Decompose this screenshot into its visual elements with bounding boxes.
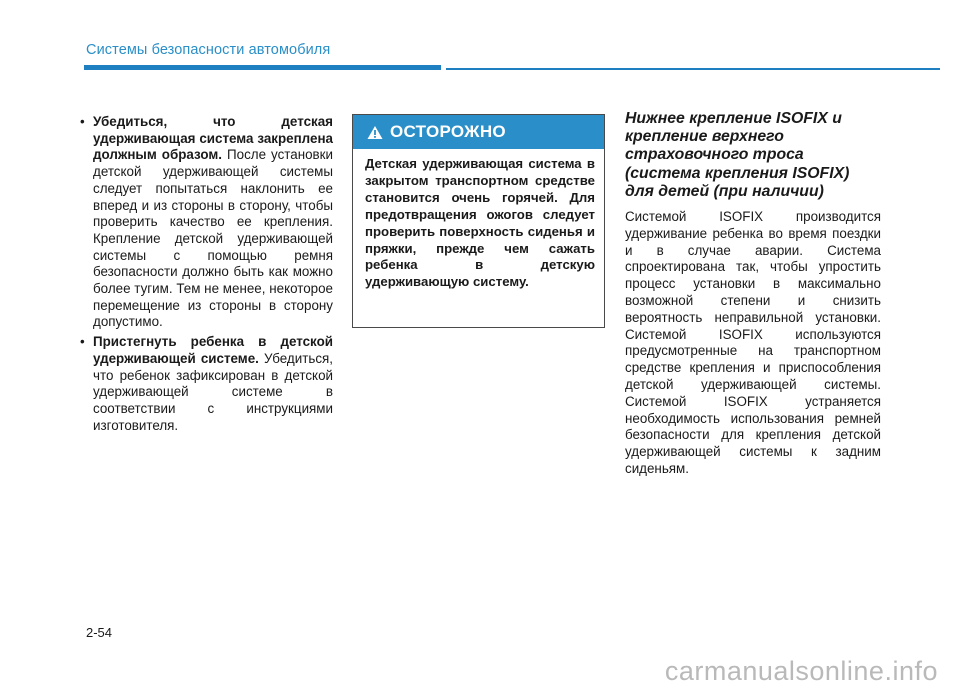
isofix-body: Системой ISOFIX производится удерживание ребенка во время поездки и в случае аварии. Система спроектирована так, чтобы упростить процесс установки в максимально возможной степени и снизить вероятность неправильной установки. Системой ISOFIX используются предусмотренные на транспортном средстве крепления и приспособления детской удерживающей системы. Системой ISOFIX устраняется необходимость использования ремней безопасности для крепления детской удерживающей системы к задним сиденьям. — [625, 209, 881, 476]
bullet-text: Убедиться, что ребенок зафиксирован в детской удерживающей системе в соответствии с инструкциями изготовителя. — [93, 350, 333, 433]
header-rule-thick — [84, 65, 441, 70]
warning-triangle-icon — [367, 125, 383, 140]
watermark: carmanualsonline.info — [664, 656, 938, 686]
warning-body: Детская удерживающая система в закрытом транспортном средстве становится очень горячей. Для предотвращения ожогов следует проверить поверхность сиденья и пряжки, прежде чем сажать ребенка в детскую удерживающую систему. — [365, 156, 595, 290]
warning-title: ОСТОРОЖНО — [390, 122, 506, 141]
section-header-title: Системы безопасности автомобиля — [86, 42, 331, 58]
bullet-lead: Пристегнуть ребенка в детской удерживающей системе. — [93, 334, 333, 366]
header-rule-thin — [446, 68, 940, 70]
bullet-item — [80, 334, 333, 434]
isofix-heading: Нижнее крепление ISOFIX и крепление верхнего страховочного троса (система крепления ISOFIX) для детей (при наличии) — [625, 110, 850, 200]
bullet-item — [80, 114, 333, 331]
page-number: 2-54 — [86, 625, 113, 640]
right-column — [625, 110, 881, 478]
warning-header — [353, 115, 604, 149]
warning-box — [352, 114, 605, 328]
left-column — [80, 114, 333, 437]
bullet-text: После установки детской удерживающей системы следует попытаться наклонить ее вперед и из стороны в сторону, чтобы проверить качество ее крепления. Крепление детской удерживающей системы с помощью ремня безопасности должно быть как можно более тугим. Тем не менее, некоторое перемещение из стороны в сторону допустимо. — [93, 147, 333, 330]
bullet-lead: Убедиться, что детская удерживающая система закреплена должным образом. — [93, 114, 333, 163]
